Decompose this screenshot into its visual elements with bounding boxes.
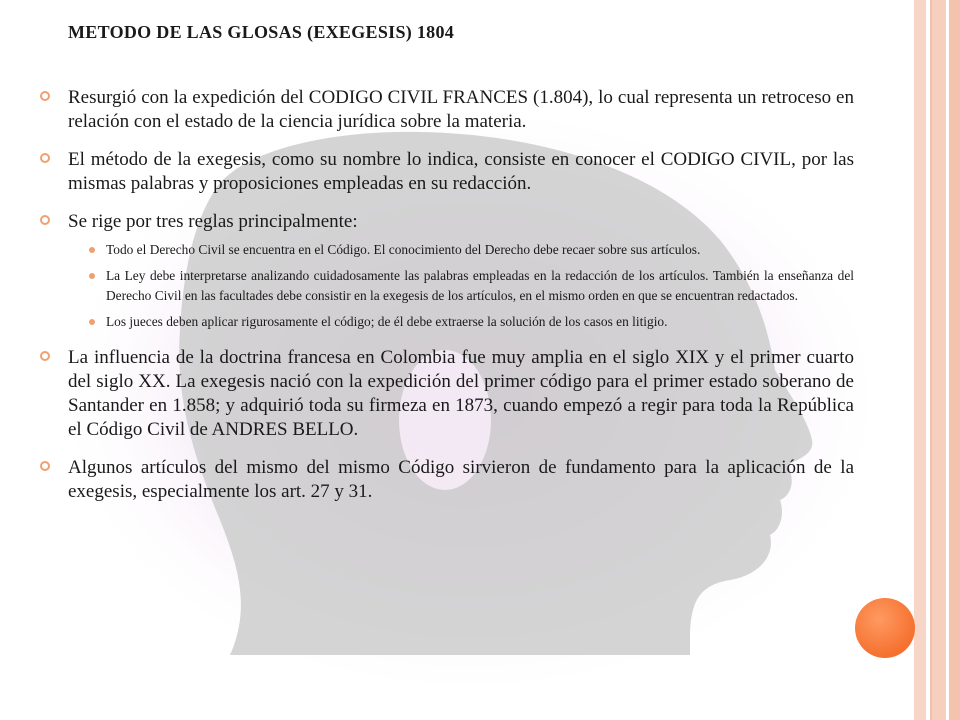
bullet-ring-icon	[40, 153, 50, 163]
sub-bullet-text: Los jueces deben aplicar rigurosamente el código; de él debe extraerse la solución de los casos en litigio.	[106, 314, 668, 329]
orange-circle-icon	[855, 598, 915, 658]
sub-bullet-text: Todo el Derecho Civil se encuentra en el Código. El conocimiento del Derecho debe recaer sobre sus artículos.	[106, 242, 701, 257]
side-bar-stripe	[932, 0, 946, 720]
bullet-item	[40, 86, 854, 134]
side-bar-stripe	[914, 0, 926, 720]
bullet-item	[40, 210, 854, 234]
bullet-dot-icon	[89, 247, 95, 253]
bullet-item	[40, 148, 854, 196]
slide-title: METODO DE LAS GLOSAS (EXEGESIS) 1804	[68, 22, 455, 42]
sub-bullet-text: La Ley debe interpretarse analizando cuidadosamente las palabras empleadas en la redacción de los artículos. También la enseñanza del Derecho Civil en las facultades debe consistir en la exegesis de los artículos, en el mismo orden en que se encuentran redactados.	[106, 268, 854, 303]
bullet-item	[40, 346, 854, 442]
bullet-text: Se rige por tres reglas principalmente:	[68, 211, 358, 232]
sub-bullet-item	[40, 312, 854, 332]
side-bar-stripe	[949, 0, 960, 720]
bullet-dot-icon	[89, 273, 95, 279]
bullet-item	[40, 456, 854, 504]
bullet-text: Algunos artículos del mismo del mismo Código sirvieron de fundamento para la aplicación de la exegesis, especialmente los art. 27 y 31.	[68, 457, 854, 502]
sub-bullet-item	[40, 266, 854, 306]
bullet-ring-icon	[40, 461, 50, 471]
bullet-dot-icon	[89, 319, 95, 325]
sub-bullet-item	[40, 240, 854, 260]
bullet-ring-icon	[40, 351, 50, 361]
bullet-text: El método de la exegesis, como su nombre lo indica, consiste en conocer el CODIGO CIVIL, por las mismas palabras y proposiciones empleadas en su redacción.	[68, 149, 854, 194]
bullet-ring-icon	[40, 91, 50, 101]
bullet-text: Resurgió con la expedición del CODIGO CIVIL FRANCES (1.804), lo cual representa un retroceso en relación con el estado de la ciencia jurídica sobre la materia.	[68, 87, 854, 132]
bullet-text: La influencia de la doctrina francesa en Colombia fue muy amplia en el siglo XIX y el primer cuarto del siglo XX. La exegesis nació con la expedición del primer código para el primer estado soberano de Santander en 1.858; y adquirió toda su firmeza en 1873, cuando empezó a regir para toda la República el Código Civil de ANDRES BELLO.	[68, 347, 854, 440]
bullet-list	[40, 86, 854, 504]
bullet-ring-icon	[40, 215, 50, 225]
